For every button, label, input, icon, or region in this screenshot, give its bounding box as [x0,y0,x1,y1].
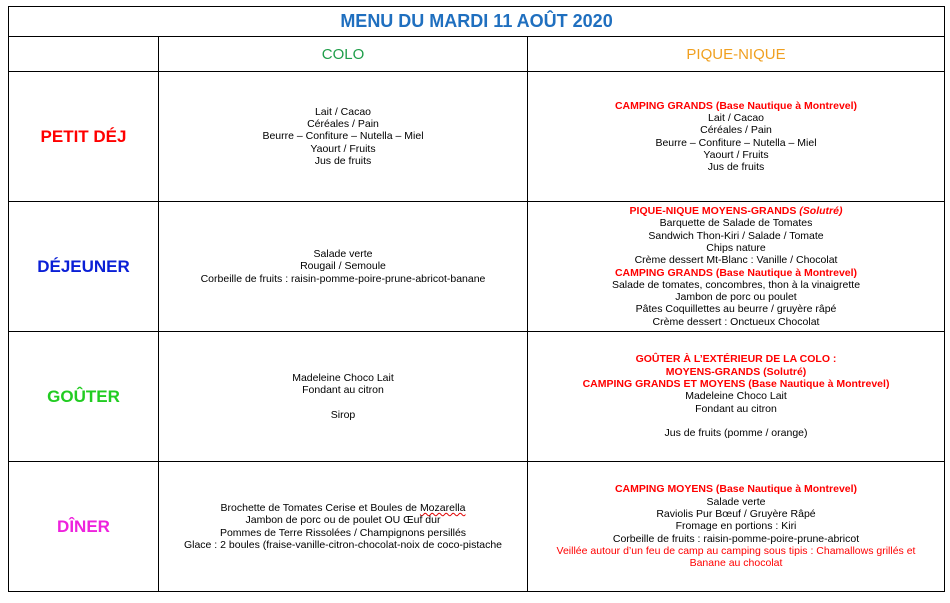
menu-item-text: Brochette de Tomates Cerise et Boules de [220,501,420,514]
header-empty-cell [9,37,159,72]
menu-item: Lait / Cacao [314,105,372,118]
colo-dejeuner-cell [159,202,528,332]
menu-item: Corbeille de fruits : raisin-pomme-poire-prune-abricot [612,532,860,545]
menu-item: Jus de fruits [314,154,372,167]
menu-item [159,502,527,514]
menu-item: Sandwich Thon-Kiri / Salade / Tomate [648,229,824,242]
spellcheck-word: Mozarella [419,501,466,514]
menu-item: Beurre – Confiture – Nutella – Miel [655,136,817,149]
colo-petit-dej-cell [159,72,528,202]
menu-item: Sirop [330,408,356,421]
menu-item: Pâtes Coquillettes au beurre / gruyère râpé [635,303,837,316]
menu-item: Madeleine Choco Lait [292,371,394,384]
menu-item: Beurre – Confiture – Nutella – Miel [262,130,424,143]
menu-item: Crème dessert Mt-Blanc : Vanille / Chocolat [634,254,838,267]
blank-line [528,415,944,427]
menu-item: Salade verte [313,248,373,261]
menu-item: Jus de fruits [707,161,765,174]
menu-item: Salade de tomates, concombres, thon à la vinaigrette [611,278,861,291]
location-heading: MOYENS-GRANDS (Solutré) [665,365,807,378]
colo-gouter-cell [159,332,528,462]
location-heading-place: (Solutré) [799,205,843,218]
meal-label-dejeuner: DÉJEUNER [9,202,159,332]
meal-label-gouter: GOÛTER [9,332,159,462]
location-heading [528,205,944,217]
menu-item: Madeleine Choco Lait [685,390,787,403]
menu-item: Barquette de Salade de Tomates [659,217,813,230]
menu-item: Yaourt / Fruits [703,148,769,161]
location-heading: GOÛTER À L’EXTÉRIEUR DE LA COLO : [635,353,837,366]
menu-item: Yaourt / Fruits [310,142,376,155]
menu-item: Pommes de Terre Rissolées / Champignons persillés [219,526,467,539]
menu-item: Lait / Cacao [707,111,765,124]
evening-activity-note: Veillée autour d’un feu de camp au camping sous tipis : Chamallows grillés et [556,544,916,557]
menu-item: Céréales / Pain [307,118,379,131]
menu-item: Jambon de porc ou de poulet OU Œuf dur [245,514,441,527]
blank-line [159,397,527,409]
menu-item: Crème dessert : Onctueux Chocolat [652,315,820,328]
menu-item: Fondant au citron [302,384,384,397]
location-heading: CAMPING GRANDS (Base Nautique à Montrevel) [614,266,858,279]
menu-title: MENU DU MARDI 11 AOÛT 2020 [9,7,945,37]
header-pique-nique: PIQUE-NIQUE [528,37,945,72]
pique-petit-dej-cell [528,72,945,202]
meal-label-petit-dej: PETIT DÉJ [9,72,159,202]
meal-label-diner: DÎNER [9,462,159,592]
row-dejeuner [9,202,945,332]
row-petit-dej [9,72,945,202]
row-gouter [9,332,945,462]
pique-diner-cell [528,462,945,592]
colo-diner-cell [159,462,528,592]
header-colo: COLO [159,37,528,72]
menu-item: Jambon de porc ou poulet [675,291,797,304]
menu-item: Rougail / Semoule [300,260,386,273]
menu-item: Glace : 2 boules (fraise-vanille-citron-chocolat-noix de coco-pistache [183,538,503,551]
menu-item: Fromage en portions : Kiri [675,520,797,533]
evening-activity-note: Banane au chocolat [689,557,783,570]
location-heading: CAMPING GRANDS (Base Nautique à Montrevel) [614,99,858,112]
menu-item: Salade verte [706,495,766,508]
location-heading: CAMPING MOYENS (Base Nautique à Montrevel) [614,483,858,496]
menu-item: Chips nature [706,241,766,254]
menu-item: Céréales / Pain [700,124,772,137]
pique-dejeuner-cell [528,202,945,332]
row-diner [9,462,945,592]
menu-item: Raviolis Pur Bœuf / Gruyère Râpé [656,508,816,521]
pique-gouter-cell [528,332,945,462]
location-heading: CAMPING GRANDS ET MOYENS (Base Nautique à Montrevel) [582,378,890,391]
menu-item: Fondant au citron [695,402,777,415]
menu-item: Jus de fruits (pomme / orange) [664,427,808,440]
location-heading-text: PIQUE-NIQUE MOYENS-GRANDS [629,205,800,218]
menu-table [8,6,945,592]
menu-item: Corbeille de fruits : raisin-pomme-poire-prune-abricot-banane [200,272,486,285]
